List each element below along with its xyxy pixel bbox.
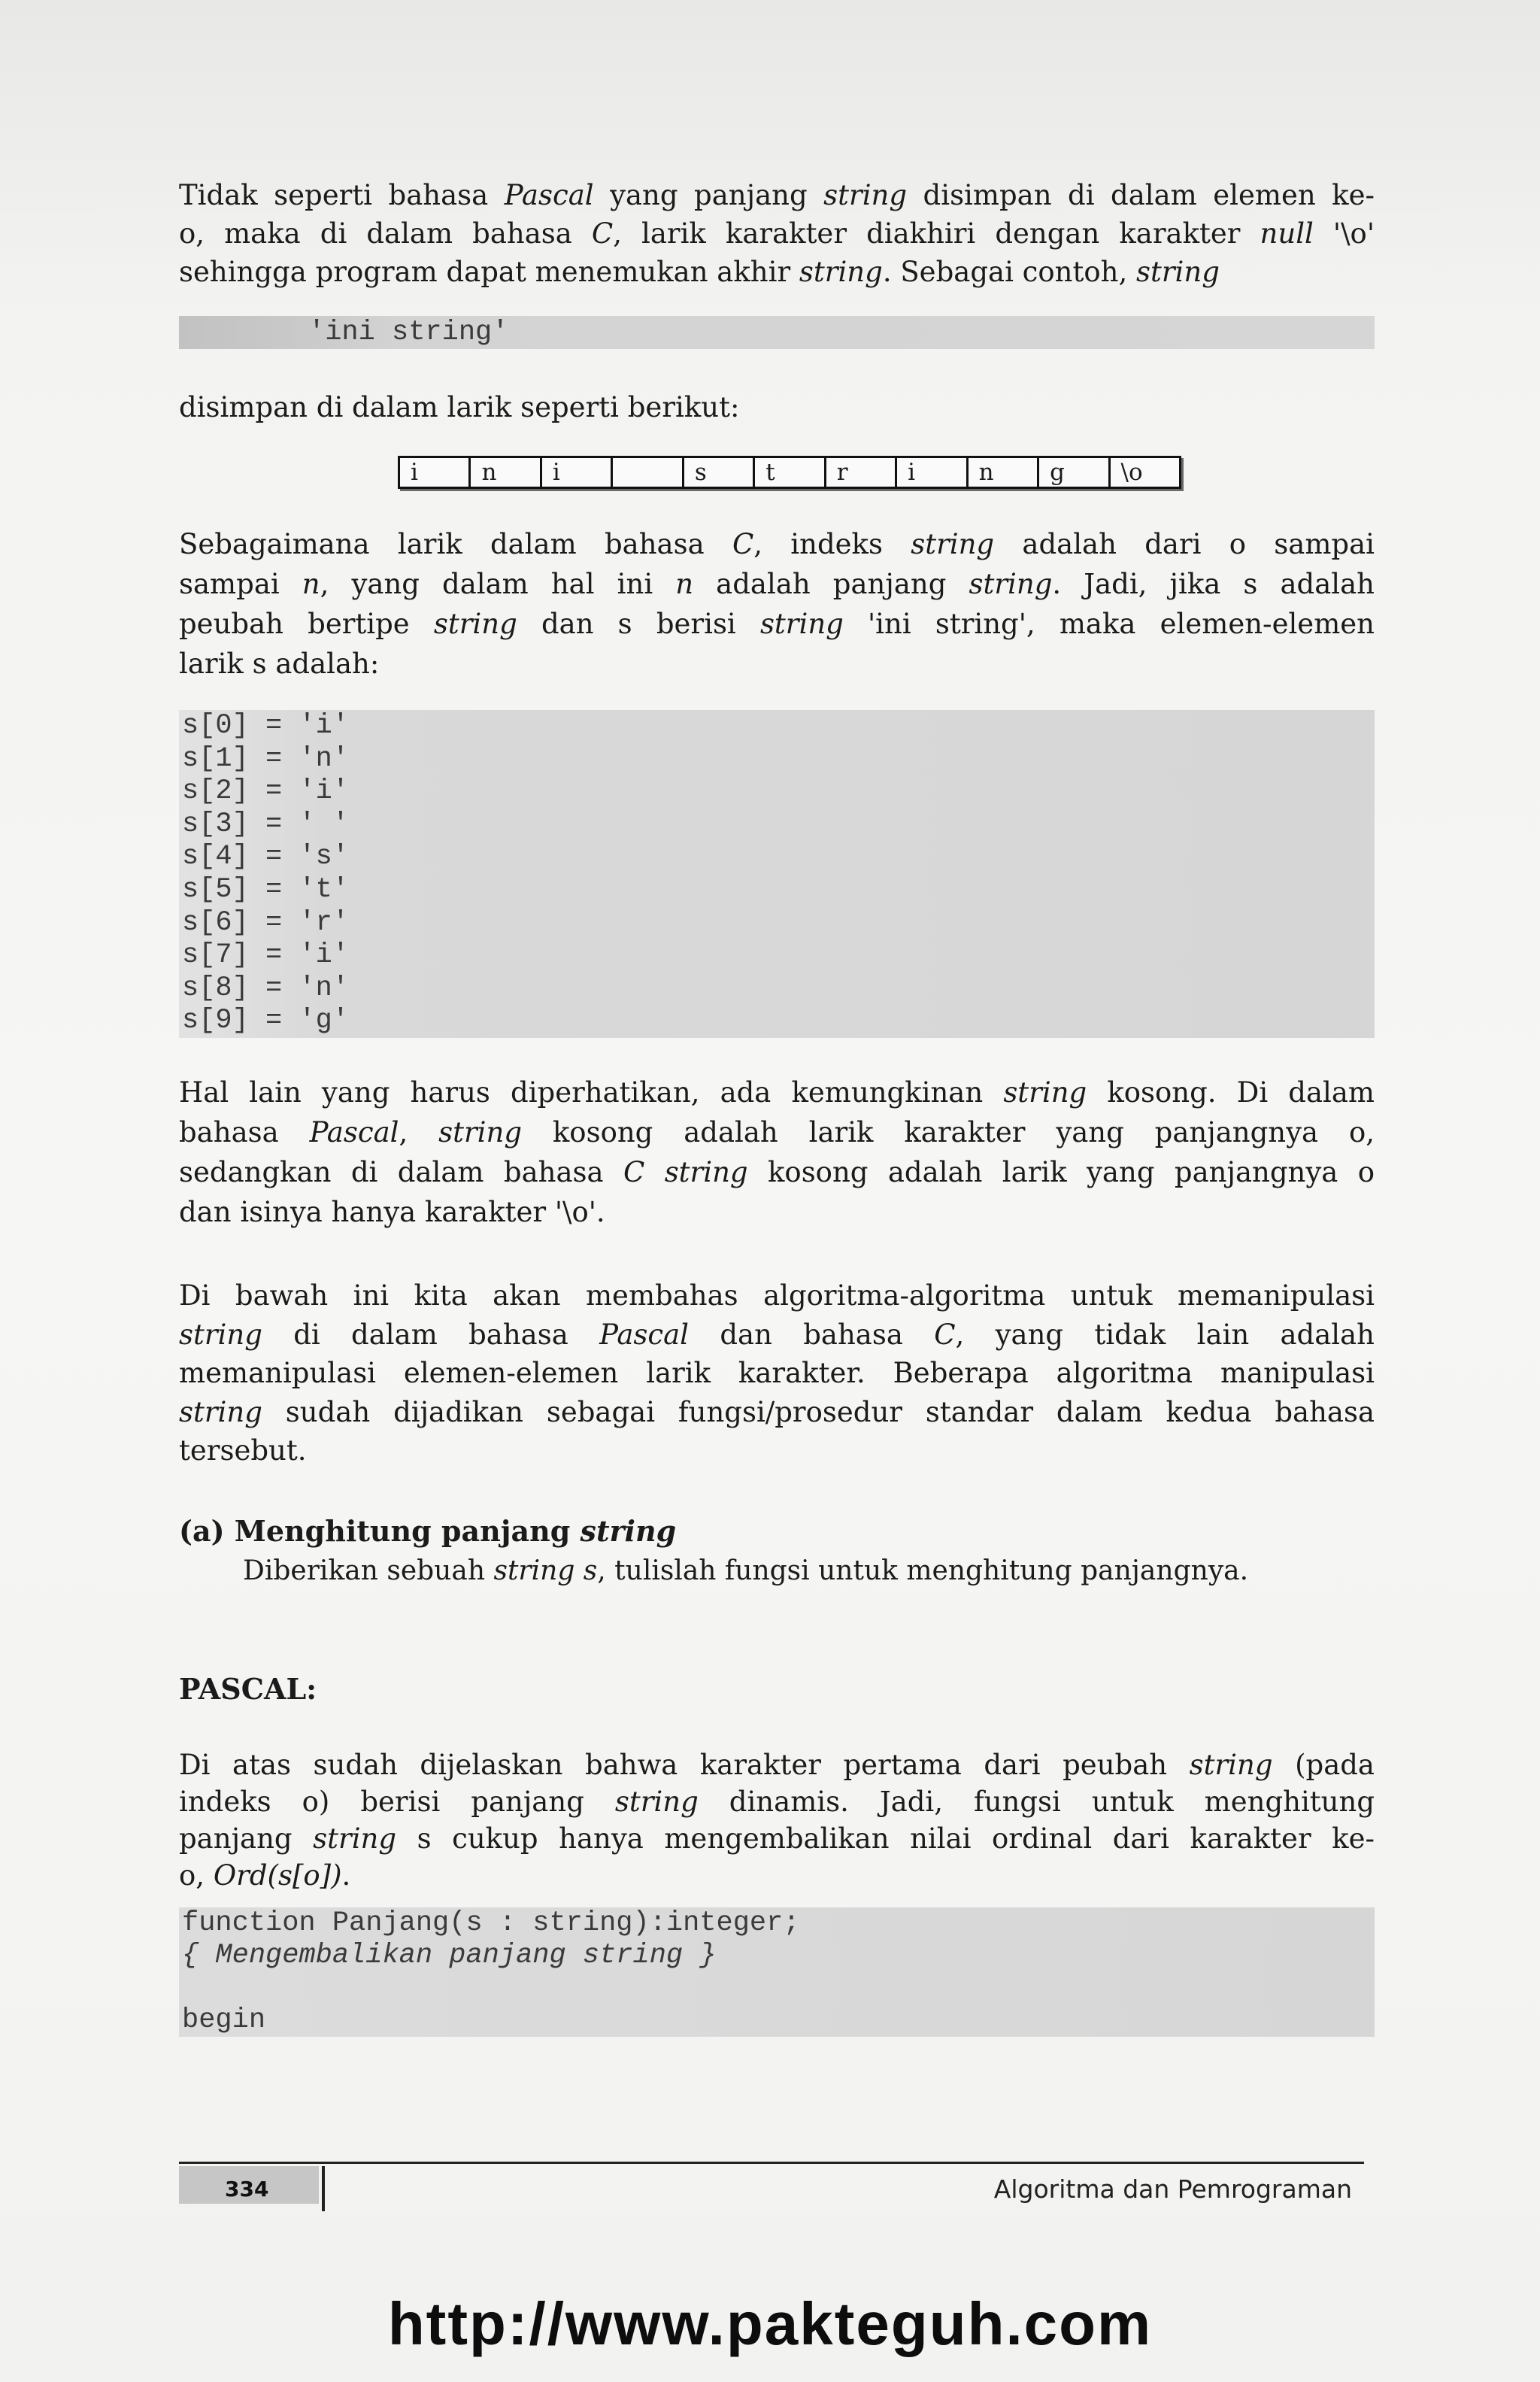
code-line [182,1972,1375,2004]
text-line: sedangkan di dalam bahasa C string kosong adalah larik yang panjangnya o [179,1156,1375,1188]
code-line: s[2] = 'i' [182,775,350,808]
italic-text: C [732,528,754,560]
text-line: indeks o) berisi panjang string dinamis. Jadi, fungsi untuk menghitung [179,1786,1375,1818]
text-line: panjang string s cukup hanya mengembalikan nilai ordinal dari karakter ke- [179,1822,1375,1855]
italic-text: string [179,1318,262,1351]
text-line: memanipulasi elemen-elemen larik karakter. Beberapa algoritma manipulasi [179,1357,1375,1389]
italic-text: string [438,1116,523,1149]
text-line: o, Ord(s[o]). [179,1859,351,1892]
italic-text: n [675,568,694,600]
italic-text: string s [493,1555,598,1586]
text-line: peubah bertipe string dan s berisi string 'ini string', maka elemen-elemen [179,608,1375,640]
italic-text: string [614,1786,699,1818]
array-cell: n [969,458,1039,487]
italic-text: string [1003,1076,1087,1109]
italic-text: Pascal [504,179,594,211]
text-line: larik s adalah: [179,648,380,680]
italic-text: string [1136,256,1220,288]
watermark-url: http://www.pakteguh.com [387,2290,1153,2357]
text-line: string di dalam bahasa Pascal dan bahasa C, yang tidak lain adalah [179,1318,1375,1351]
array-cell: i [542,458,613,487]
footer-divider [322,2166,325,2211]
italic-text: string [911,528,995,560]
array-cell: g [1039,458,1110,487]
code-line: s[6] = 'r' [182,906,350,939]
array-cell: i [897,458,968,487]
code-line: s[4] = 's' [182,841,350,873]
code-line: s[8] = 'n' [182,972,350,1004]
italic-text: C [934,1318,956,1351]
array-cell-terminator: \o [1120,459,1143,486]
paragraph-empty-string [179,1073,1375,1232]
code-line: s[0] = 'i' [182,710,350,742]
paragraph-index-explanation [179,524,1375,684]
italic-text: Pascal [599,1318,690,1351]
running-footer-title: Algoritma dan Pemrograman [993,2174,1352,2204]
italic-text: null [1260,217,1314,250]
array-cell: n [471,458,541,487]
text-line: string sudah dijadikan sebagai fungsi/prosedur standar dalam kedua bahasa [179,1395,1375,1428]
code-line: s[7] = 'i' [182,939,350,972]
text-line: Di bawah ini kita akan membahas algoritma-algoritma untuk memanipulasi [179,1279,1375,1312]
italic-text: string [759,608,844,640]
italic-text: string [799,256,883,288]
text-line: sampai n, yang dalam hal ini n adalah panjang string. Jadi, jika s adalah [179,568,1375,600]
italic-text: { Mengembalikan panjang string } [182,1940,717,1971]
italic-text: string [313,1822,397,1855]
text-line: tersebut. [179,1434,307,1467]
italic-text: string [179,1395,262,1428]
text-line: Di atas sudah dijelaskan bahwa karakter pertama dari peubah string (pada [179,1749,1375,1781]
paragraph-manipulation-intro [179,1276,1375,1470]
code-string-literal: 'ini string' [308,317,509,348]
text-line: Sebagaimana larik dalam bahasa C, indeks string adalah dari o sampai [179,528,1375,560]
text-line: sehingga program dapat menemukan akhir string. Sebagai contoh, string [179,256,1220,288]
footer-rule [179,2162,1364,2164]
text-line: o, maka di dalam bahasa C, larik karakter diakhiri dengan karakter null '\o' [179,217,1375,250]
paragraph-pascal-explanation [179,1746,1375,1894]
array-cell: s [684,458,755,487]
code-block-string-literal [179,316,1375,349]
paragraph-null-terminator [179,176,1375,291]
array-cell: i [400,458,471,487]
italic-text: string [969,568,1053,600]
paragraph-array-intro [179,388,1375,426]
text-line: Diberikan sebuah string s, tulislah fungsi untuk menghitung panjangnya. [243,1555,1249,1586]
code-line: s[9] = 'g' [182,1005,350,1037]
code-line: s[5] = 't' [182,873,350,906]
italic-text: Ord(s[o]) [213,1859,342,1892]
array-cell: r [826,458,897,487]
text-line: Tidak seperti bahasa Pascal yang panjang string disimpan di dalam elemen ke- [179,179,1375,211]
italic-text: string [823,179,908,211]
text-line: dan isinya hanya karakter '\o'. [179,1196,605,1228]
code-line: s[1] = 'n' [182,742,350,775]
section-heading [179,1512,676,1550]
pascal-subheading: PASCAL: [179,1672,317,1706]
code-line: function Panjang(s : string):integer; [182,1907,800,1939]
italic-text: C [591,217,614,250]
italic-text: string [433,608,517,640]
code-line: begin [182,2004,266,2036]
italic-text: C string [623,1156,748,1188]
text-line: Hal lain yang harus diperhatikan, ada kemungkinan string kosong. Di dalam [179,1076,1375,1109]
code-block-array-elements [179,710,1375,1038]
array-cell [613,458,684,487]
array-cell: t [755,458,826,487]
italic-text: string [580,1514,677,1548]
italic-text: string [1189,1749,1273,1781]
code-block-pascal-function [179,1907,1375,2037]
code-line: s[3] = ' ' [182,808,350,840]
italic-text: n [302,568,320,600]
text-line: disimpan di dalam larik seperti berikut: [179,391,740,423]
page-number: 334 [225,2177,269,2201]
text-line: bahasa Pascal, string kosong adalah larik karakter yang panjangnya o, [179,1116,1375,1149]
italic-text: Pascal [309,1116,399,1149]
heading-line: (a) Menghitung panjang string [179,1514,677,1548]
task-description [243,1552,1371,1590]
char-array-diagram [398,456,1181,489]
code-line [182,1940,1375,1972]
